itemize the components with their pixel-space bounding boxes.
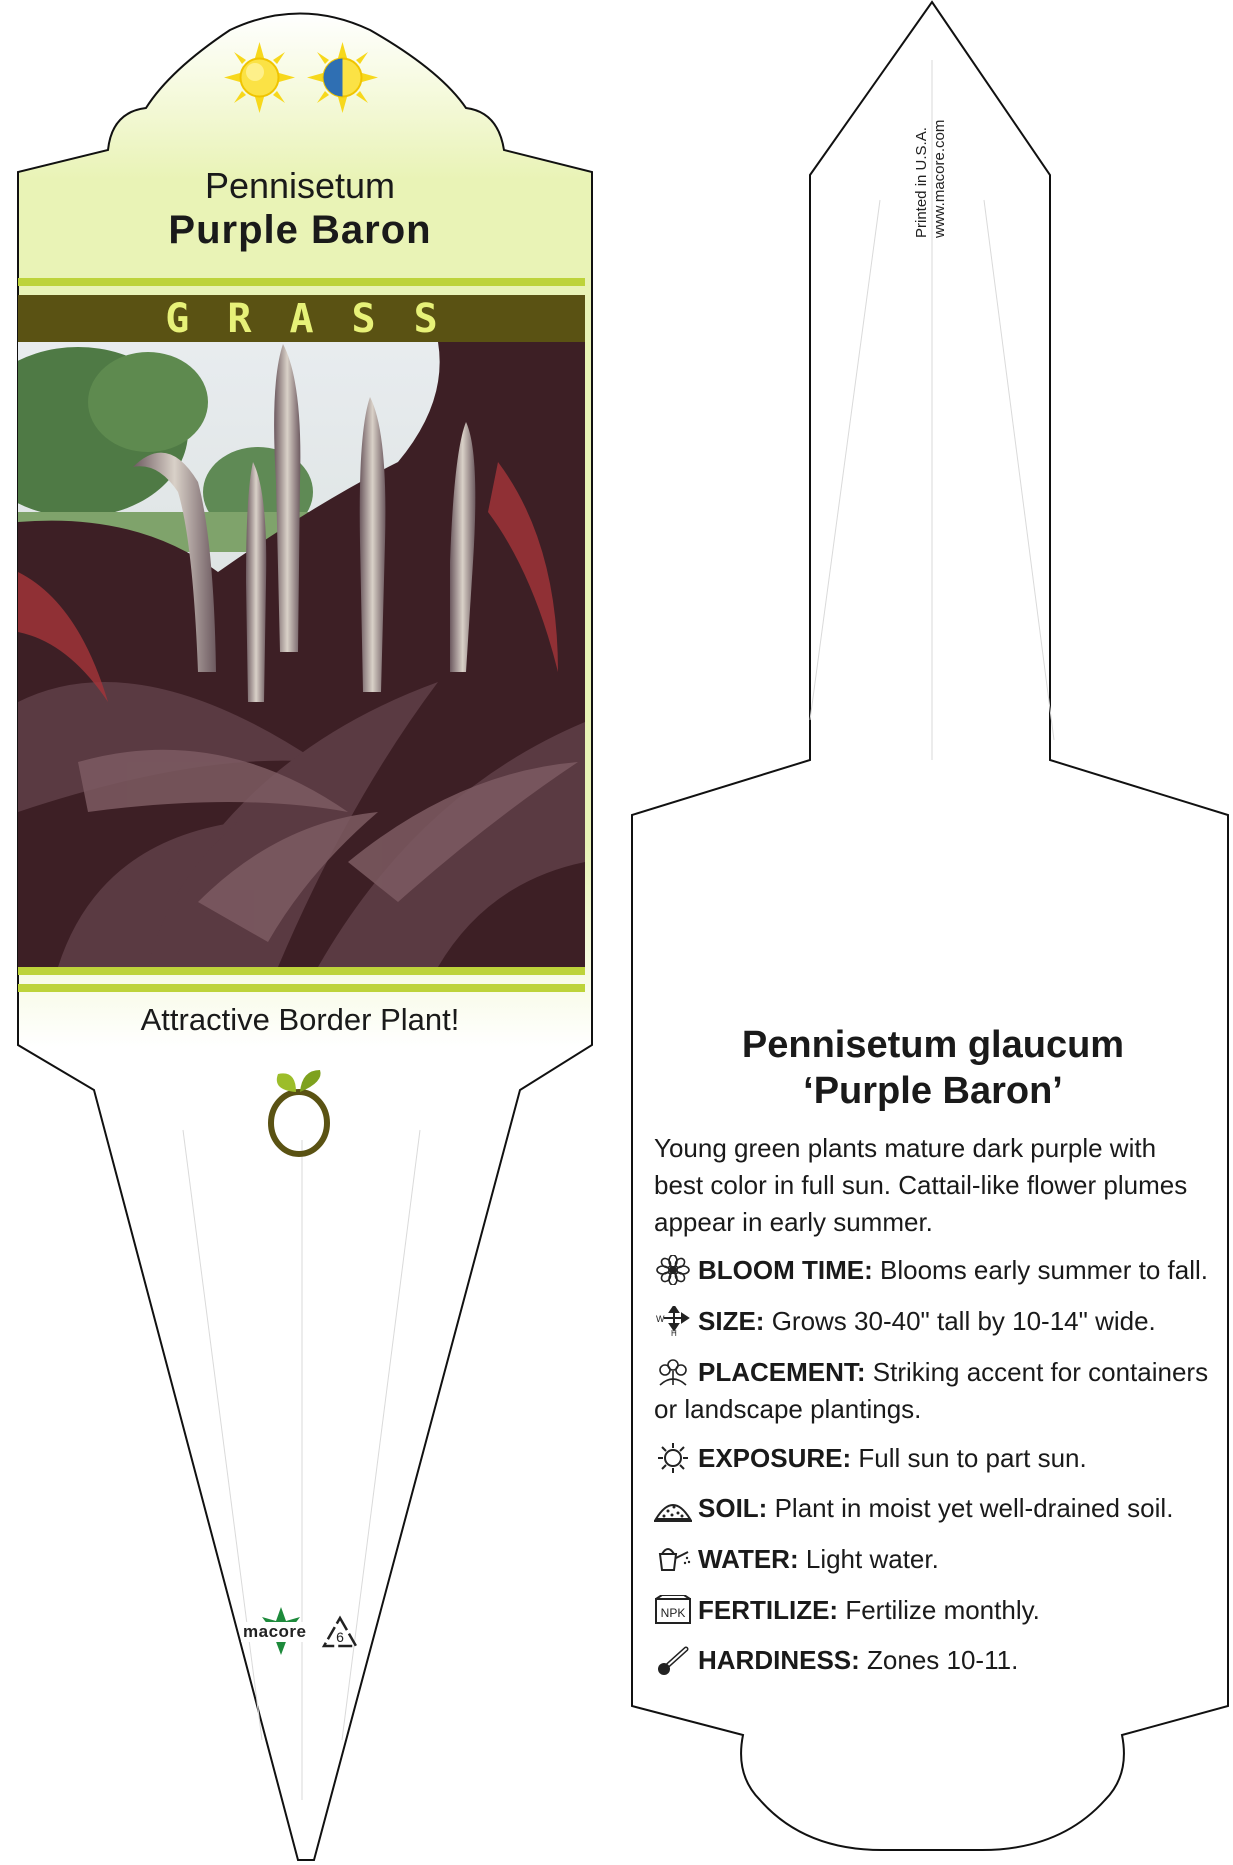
bloom-time-label: BLOOM TIME: <box>698 1255 873 1285</box>
recycle-icon <box>320 1615 360 1651</box>
placement-value: Striking accent for containers or landscape plantings. <box>654 1357 1209 1424</box>
printed-line-1: Printed in U.S.A. <box>913 127 930 238</box>
attr-placement <box>654 1354 1209 1428</box>
back-title-line-1: Pennisetum glaucum <box>741 1024 1125 1066</box>
water-label: WATER: <box>698 1544 799 1574</box>
npk-text: NPK <box>660 1606 686 1620</box>
npk-bag-icon <box>654 1595 692 1625</box>
thermometer-icon <box>654 1645 692 1675</box>
placement-label: PLACEMENT: <box>698 1357 866 1387</box>
soil-label: SOIL: <box>698 1493 768 1523</box>
printed-in-note <box>913 120 949 238</box>
bloom-time-value: Blooms early summer to fall. <box>880 1255 1208 1285</box>
attr-bloom-time <box>654 1252 1209 1289</box>
front-cultivar-title: Purple Baron <box>168 208 432 252</box>
attr-fertilize <box>654 1592 1209 1629</box>
hardiness-label: HARDINESS: <box>698 1645 860 1675</box>
seed-logo-icon <box>262 1068 337 1160</box>
size-value: Grows 30-40" tall by 10-14" wide. <box>771 1306 1156 1336</box>
sun-outline-icon <box>654 1443 692 1473</box>
back-botanical-title <box>650 1022 1216 1114</box>
soil-pile-icon <box>654 1493 692 1523</box>
category-label: GRASS <box>165 296 476 342</box>
size-label: SIZE: <box>698 1306 765 1336</box>
full-sun-icon <box>222 40 297 115</box>
plant-photo <box>18 342 585 967</box>
watering-can-icon <box>654 1544 692 1574</box>
printed-line-2: www.macore.com <box>931 119 948 238</box>
attr-size <box>654 1303 1209 1340</box>
attr-soil <box>654 1490 1209 1527</box>
attr-exposure <box>654 1440 1209 1477</box>
attr-hardiness <box>654 1642 1209 1679</box>
front-genus-title: Pennisetum <box>204 165 396 206</box>
size-arrows-icon <box>654 1306 692 1336</box>
hardiness-value: Zones 10-11. <box>867 1645 1019 1675</box>
photo-bottom-rule <box>18 967 585 975</box>
exposure-label: EXPOSURE: <box>698 1443 852 1473</box>
fertilize-value: Fertilize monthly. <box>845 1595 1040 1625</box>
top-divider <box>18 278 585 286</box>
front-tagline: Attractive Border Plant! <box>140 1002 460 1037</box>
category-band <box>18 295 585 343</box>
water-value: Light water. <box>805 1544 939 1574</box>
flower-icon <box>654 1255 692 1285</box>
macore-brand-label: macore <box>243 1622 307 1641</box>
plant-description: Young green plants mature dark purple with best color in full sun. Cattail-like flower plumes appear in early summer. <box>654 1133 1188 1237</box>
fertilize-label: FERTILIZE: <box>698 1595 839 1625</box>
recycle-code: 6 <box>336 1629 344 1645</box>
soil-value: Plant in moist yet well-drained soil. <box>774 1493 1174 1523</box>
back-title-line-2: ‘Purple Baron’ <box>803 1070 1063 1112</box>
part-sun-icon <box>305 40 380 115</box>
svg-text:H: H <box>671 1329 677 1336</box>
exposure-value: Full sun to part sun. <box>858 1443 1087 1473</box>
attr-water <box>654 1541 1209 1578</box>
placement-plant-icon <box>654 1357 692 1387</box>
svg-text:W: W <box>656 1314 665 1324</box>
tagline-top-rule <box>18 984 585 992</box>
